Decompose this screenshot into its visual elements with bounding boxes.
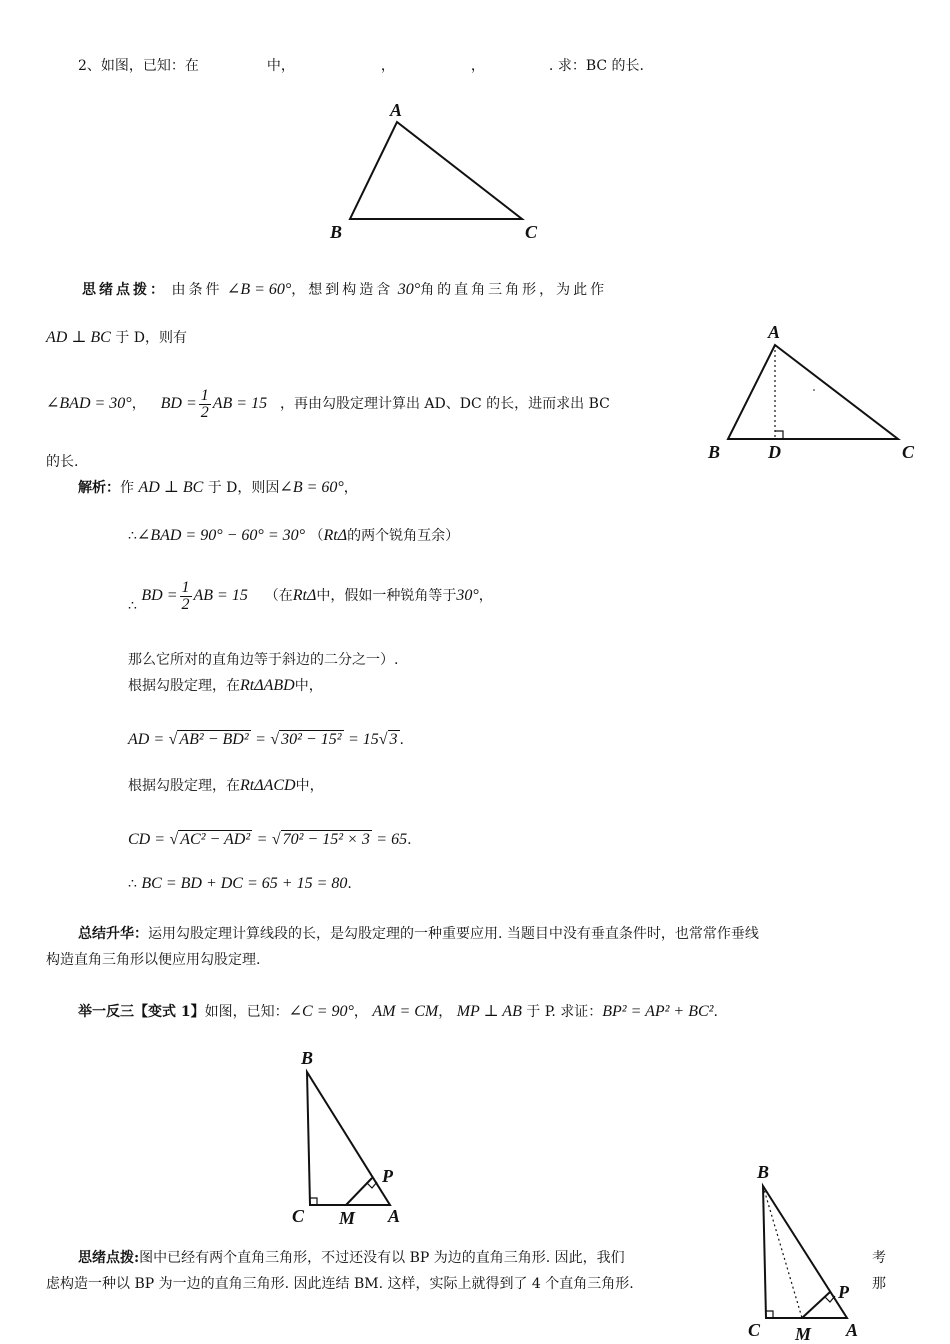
solution-s7c: 中， [295,778,324,794]
solution-s8b: AC² − AD² [180,831,251,848]
hint-bd-lhs: BD = [160,395,197,412]
solution-s5c: 中， [294,678,323,694]
solution-s4: 那么它所对的直角边等于斜边的二分之一）. [128,652,399,668]
solution-s3note-c: 中，假如一种锐角等于 [316,588,457,604]
label-a-4: A [846,1320,859,1340]
solution-s3-den: 2 [181,595,190,613]
label-b-4: B [757,1162,770,1182]
hint-perp: AD ⊥ BC [46,329,111,346]
vertex-label-b: B [330,222,343,242]
hint2-title: 思绪点拨: [78,1250,140,1266]
solution-s5b: RtΔABD [240,677,295,694]
segment-bm-dashed [763,1186,802,1318]
sqrt-radical-4: √ [169,831,179,848]
hint-text-5: ，再由勾股定理计算出 AD、DC 的长，进而求出 BC [279,396,610,412]
vertex-label-b-2: B [708,442,721,462]
solution-s2: ∠BAD = 90° − 60° = 30° [136,527,306,544]
hint-text-3: 角的直角三角形，为此作 [420,282,608,298]
variant-sep1: ， [353,1004,368,1020]
solution-s1b: AD ⊥ BC [138,479,204,496]
hint-condition: ∠B = 60° [226,281,292,298]
triangle-bca-4 [763,1186,847,1318]
hint-title: 思绪点拨： [82,282,167,298]
label-m-3: M [339,1208,356,1228]
summary-l2: 构造直角三角形以便应用勾股定理. [46,952,261,968]
sqrt-radical-5: √ [271,831,281,848]
problem-comma-1: ， [380,58,395,74]
solution-s3-lhs: BD = [141,587,178,604]
solution-s1c: 于 D，则因 [207,480,280,496]
sqrt-radical-3: √ [378,731,388,748]
solution-s8c: = [256,831,268,848]
label-p-3: P [382,1166,393,1186]
solution-s7b: RtΔACD [240,777,296,794]
hint-fraction-num: 1 [200,386,209,404]
solution-s9f: . [347,876,352,892]
vertex-label-c-2: C [902,442,915,462]
hint-text-4: 于 D，则有 [115,330,187,346]
variant-c1: ∠C = 90° [288,1003,354,1020]
hint-fraction-den: 2 [200,403,209,421]
hint2-l2r: 那 [872,1276,886,1292]
solution-s6g: . [399,732,404,748]
solution-s3note-d: 30° [456,587,479,604]
solution-s6b: AB² − BD² [179,731,249,748]
solution-s8a: CD = [128,831,166,848]
solution-s1d: ∠B = 60° [279,479,344,496]
solution-s6c: = [255,731,266,748]
summary-title: 总结升华： [78,926,148,942]
solution-s8d: 70² − 15² × 3 [282,831,370,848]
hint-bd-rhs: AB = 15 [212,395,268,412]
therefore-3: ∴ [128,876,137,892]
variant-title: 举一反三【变式 1】 [78,1004,205,1020]
label-c-3: C [292,1206,305,1226]
solution-s8f: . [407,832,412,848]
solution-s3note-a: （在 [264,588,293,604]
problem-comma-2: ， [470,58,485,74]
solution-s1e: ， [343,480,358,496]
solution-s6d: 30² − 15² [281,731,342,748]
hint-text-1: 由条件 [171,282,223,298]
solution-s5a: 根据勾股定理，在 [128,678,240,694]
solution-s1a: 作 [120,480,134,496]
vertex-label-a-2: A [768,322,781,342]
vertex-label-a: A [390,100,403,120]
label-a-3: A [388,1206,401,1226]
hint-comma: ， [131,396,146,412]
solution-s7a: 根据勾股定理，在 [128,778,240,794]
sqrt-radical-2: √ [270,731,280,748]
variant-t2: 于 P. 求证： [526,1004,603,1020]
solution-s6a: AD = [128,731,165,748]
hint2-l1: 图中已经有两个直角三角形，不过还没有以 BP 为边的直角三角形. 因此，我们 [139,1250,625,1266]
solution-s3note-e: ， [478,588,493,604]
problem-ask: . 求：BC 的长. [548,58,644,74]
therefore-1: ∴ [128,528,137,544]
right-angle-mark-p-4 [825,1296,835,1302]
solution-s3-rhs: AB = 15 [193,587,248,604]
solution-s6f: 3 [389,731,398,748]
solution-s2note-c: 的两个锐角互余） [347,528,460,544]
label-p-4: P [838,1282,849,1302]
hint-text-6: 的长. [46,454,79,470]
solution-s8e: = 65 [376,831,408,848]
hint2-l2: 虑构造一种以 BP 为一边的直角三角形. 因此连结 BM. 这样，实际上就得到了 4 个直角三角形. [46,1276,634,1292]
solution-s6e: = 15 [347,731,379,748]
solution-s2note-b: RtΔ [323,527,348,544]
vertex-label-d-2: D [768,442,781,462]
solution-s9: BC = BD + DC = 65 + 15 = 80 [141,875,348,892]
label-b-3: B [301,1048,314,1068]
label-c-4: C [748,1320,761,1340]
vertex-label-c: C [525,222,538,242]
hint-angle-30: 30° [397,281,421,298]
variant-c2: AM = CM [372,1003,439,1020]
variant-goal: BP² = AP² + BC² [602,1003,714,1020]
right-angle-mark-c-4 [766,1311,773,1318]
hint-angle-bad: ∠BAD = 30° [46,395,132,412]
solution-s2note-a: （ [309,528,324,544]
variant-c3: MP ⊥ AB [456,1003,522,1020]
problem-mid: 中， [266,58,295,74]
therefore-2: ∴ [128,598,137,614]
hint-text-2: ，想到构造含 [291,282,394,298]
solution-s3-num: 1 [181,578,190,596]
sqrt-radical-1: √ [168,731,178,748]
segment-mp-4 [802,1292,830,1318]
variant-t1: 如图，已知： [204,1004,289,1020]
problem-label: 2、如图，已知：在 [78,58,199,74]
variant-sep2: ， [438,1004,453,1020]
summary-l1: 运用勾股定理计算线段的长，是勾股定理的一种重要应用. 当题目中没有垂直条件时，也常常作垂线 [148,926,759,942]
solution-s3note-b: RtΔ [292,587,317,604]
variant-end: . [713,1004,718,1020]
hint2-l1r: 考 [872,1250,886,1266]
label-m-4: M [795,1324,812,1344]
solution-title: 解析： [78,480,120,496]
